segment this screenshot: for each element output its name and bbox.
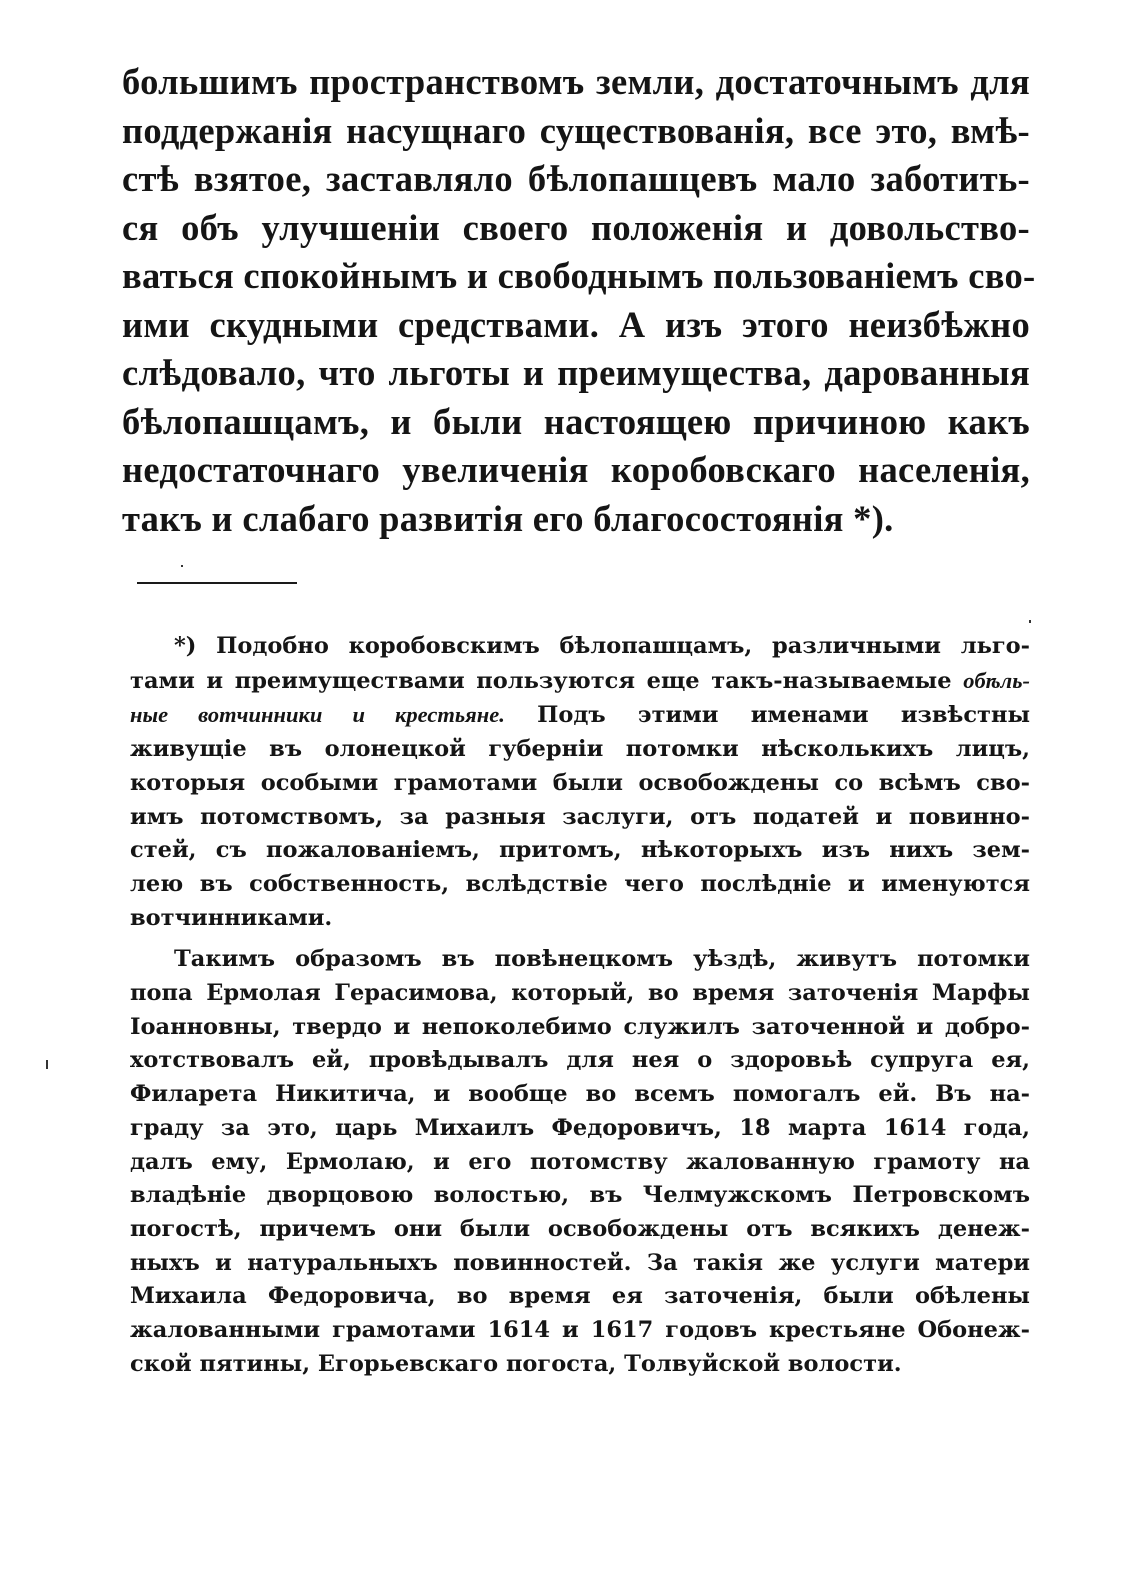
- main-line: ся объ улучшеніи своего положенія и довольство-: [122, 206, 1030, 248]
- main-line: ими скудными средствами. А изъ этого неизбѣжно: [122, 303, 1030, 345]
- footnote-line: хотствовалъ ей, провѣдывалъ для нея о здоровьѣ супруга ея,: [130, 1047, 1030, 1074]
- footnote-line: живущіе въ олонецкой губерніи потомки нѣсколькихъ лицъ,: [130, 736, 1030, 763]
- footnote-line: владѣніе дворцовою волостью, въ Челмужскомъ Петровскомъ: [130, 1182, 1030, 1209]
- footnote-line: лею въ собственность, вслѣдствіе чего послѣдніе и именуются: [130, 870, 1030, 897]
- footnote-italic-text: ные вотчинники и крестьяне.: [130, 702, 505, 728]
- footnote-line: [130, 698, 1030, 733]
- footnote-line: жалованными грамотами 1614 и 1617 годовъ крестьяне Обонеж-: [130, 1317, 1030, 1344]
- scan-speck: [1029, 620, 1031, 623]
- footnote-paragraph-1: [130, 630, 1030, 935]
- main-line: такъ и слабаго развитія его благосостоянія *).: [122, 497, 894, 539]
- footnote-paragraph-2: [130, 943, 1030, 1381]
- footnote-line: *) Подобно коробовскимъ бѣлопашцамъ, различными льго-: [174, 633, 1030, 659]
- footnote-line: Іоанновны, твердо и непоколебимо служилъ заточенной и добро-: [130, 1013, 1030, 1040]
- footnote-text: тами и преимуществами пользуются еще такъ-называемые: [130, 667, 952, 694]
- footnote-separator: [137, 582, 297, 584]
- main-line: слѣдовало, что льготы и преимущества, дарованныя: [122, 352, 1030, 393]
- main-line: поддержанія насущнаго существованія, все это, вмѣ-: [122, 109, 1030, 151]
- footnote-line: которыя особыми грамотами были освобождены со всѣмъ сво-: [130, 769, 1030, 796]
- main-line: большимъ пространствомъ земли, достаточнымъ для: [122, 61, 1030, 102]
- footnote-line: [130, 664, 1030, 699]
- footnote: [130, 630, 1030, 1381]
- main-line: недостаточнаго увеличенія коробовскаго населенія,: [122, 449, 1030, 490]
- footnote-line: далъ ему, Ермолаю, и его потомству жалованную грамоту на: [130, 1148, 1030, 1175]
- footnote-line: Филарета Никитича, и вообще во всемъ помогалъ ей. Въ на-: [130, 1081, 1030, 1108]
- footnote-line: Такимъ образомъ въ повѣнецкомъ уѣздѣ, живутъ потомки: [174, 946, 1030, 973]
- main-line: стѣ взятое, заставляло бѣлопашцевъ мало заботить-: [122, 158, 1030, 199]
- footnote-line: ской пятины, Егорьевскаго погоста, Толвуйской волости.: [130, 1350, 902, 1377]
- footnote-line: Михаила Федоровича, во время ея заточенія, были обѣлены: [130, 1283, 1030, 1310]
- footnote-line: имъ потомствомъ, за разныя заслуги, отъ податей и повинно-: [130, 803, 1030, 830]
- scan-speck: [181, 565, 183, 567]
- footnote-italic-text: обѣль-: [963, 667, 1030, 693]
- footnote-text: Подъ этими именами извѣстны: [537, 702, 1030, 729]
- footnote-line: стей, съ пожалованіемъ, притомъ, нѣкоторыхъ изъ нихъ зем-: [130, 837, 1030, 864]
- footnote-line: вотчинниками.: [130, 904, 333, 931]
- footnote-line: ныхъ и натуральныхъ повинностей. За такія же услуги матери: [130, 1249, 1030, 1276]
- footnote-line: граду за это, царь Михаилъ Федоровичъ, 18 марта 1614 года,: [130, 1114, 1030, 1141]
- scan-speck: [46, 1060, 48, 1069]
- main-line: бѣлопашцамъ, и были настоящею причиною какъ: [122, 400, 1030, 442]
- footnote-line: попа Ермолая Герасимова, который, во время заточенія Марфы: [130, 980, 1030, 1007]
- main-line: ваться спокойнымъ и свободнымъ пользованіемъ сво-: [122, 255, 1036, 296]
- main-paragraph: [122, 58, 1036, 543]
- footnote-line: погостѣ, причемъ они были освобождены отъ всякихъ денеж-: [130, 1215, 1030, 1242]
